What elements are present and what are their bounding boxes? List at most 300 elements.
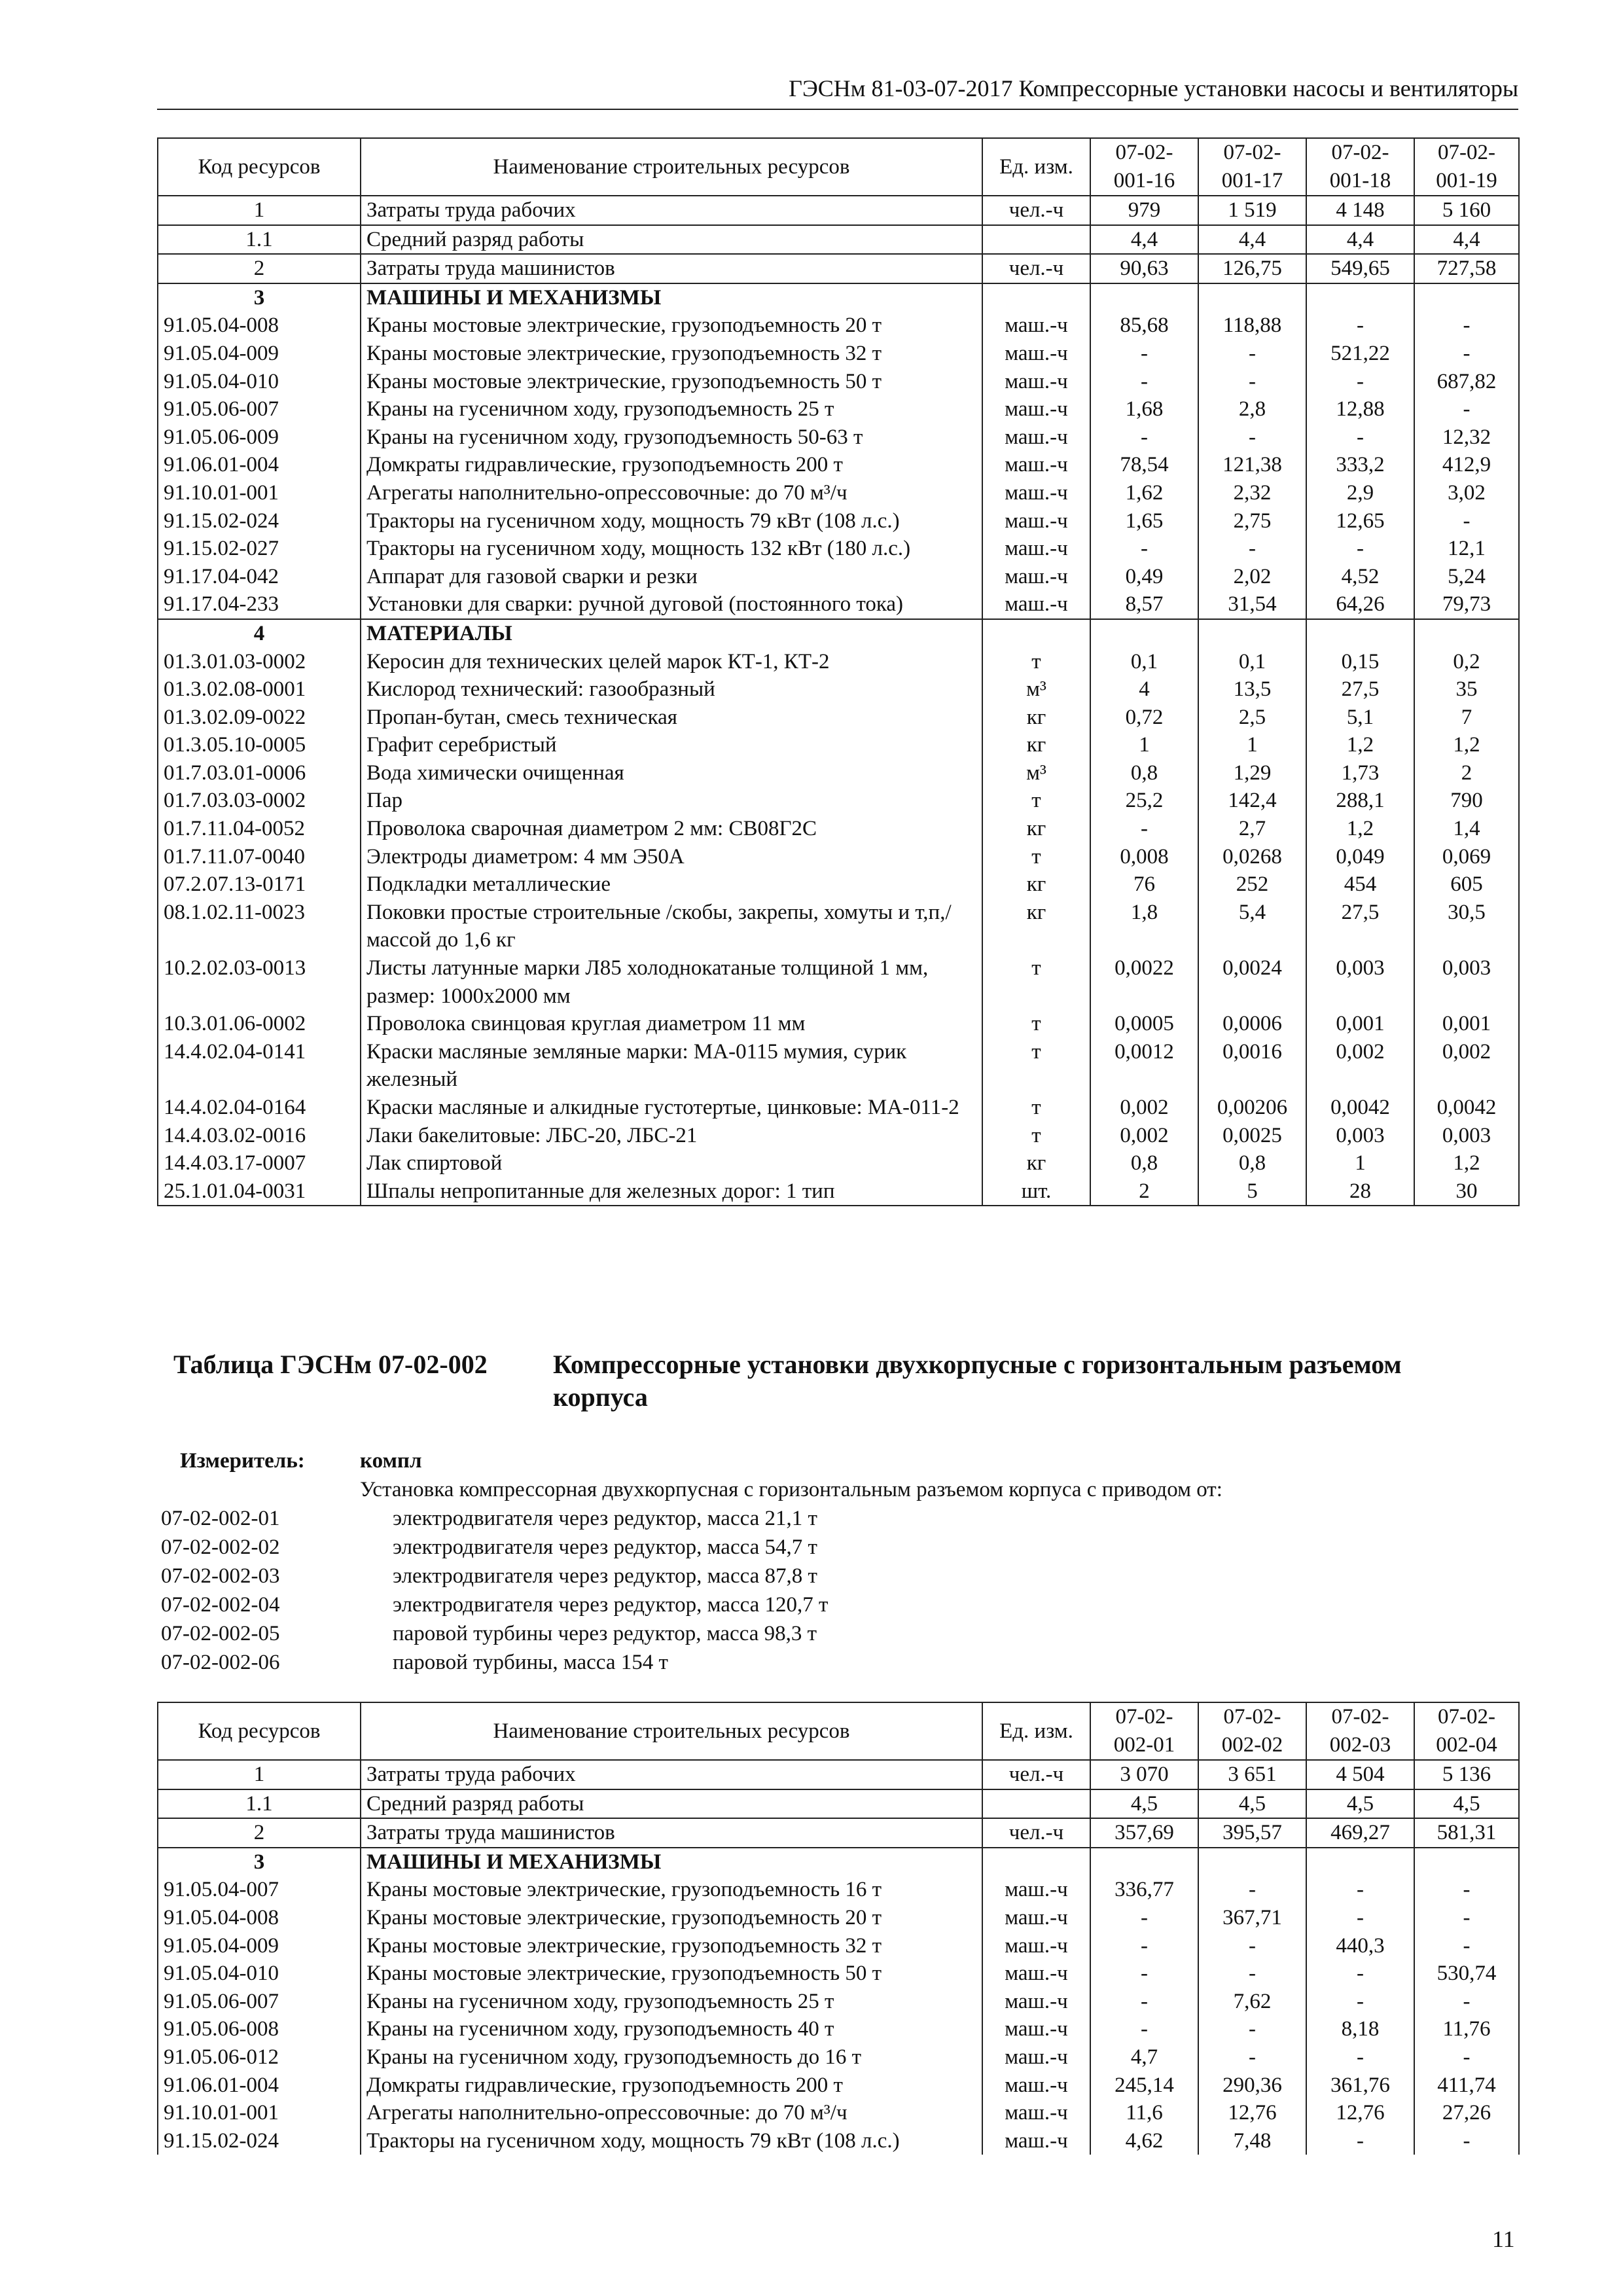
cell-unit: т [982, 1122, 1090, 1150]
cell-unit: маш.-ч [982, 451, 1090, 479]
cell-value-4: 5 136 [1414, 1760, 1519, 1789]
cell-value-1: 0,0022 [1090, 954, 1198, 1010]
cell-name: Краны на гусеничном ходу, грузоподъемность до 16 т [361, 2043, 982, 2072]
cell-value-4: 0,003 [1414, 1122, 1519, 1150]
table-header-row [158, 1702, 1519, 1760]
cell-name: Электроды диаметром: 4 мм Э50А [361, 843, 982, 871]
cell-unit [982, 283, 1090, 312]
cell-value-4: 1,2 [1414, 1149, 1519, 1177]
cell-value-1: 78,54 [1090, 451, 1198, 479]
table-row [158, 340, 1519, 368]
cell-value-3 [1306, 619, 1414, 648]
running-header-title: ГЭСНм 81-03-07-2017 Компрессорные установки насосы и вентиляторы [789, 75, 1518, 101]
table-row [158, 590, 1519, 619]
table-row [158, 2015, 1519, 2043]
cell-code: 07.2.07.13-0171 [158, 870, 361, 899]
cell-value-1: 0,1 [1090, 648, 1198, 676]
cell-code: 91.15.02-024 [158, 2127, 361, 2155]
cell-value-4: 0,2 [1414, 648, 1519, 676]
table-row [158, 1904, 1519, 1932]
cell-value-4: 4,5 [1414, 1789, 1519, 1819]
col-header-unit: Ед. изм. [982, 138, 1090, 196]
cell-value-4: 11,76 [1414, 2015, 1519, 2043]
cell-unit: кг [982, 870, 1090, 899]
cell-value-1: - [1090, 535, 1198, 563]
cell-name: Тракторы на гусеничном ходу, мощность 132 кВт (180 л.с.) [361, 535, 982, 563]
table-row [158, 731, 1519, 759]
meter-description: Установка компрессорная двухкорпусная с горизонтальным разъемом корпуса с приводом от: [360, 1478, 1222, 1501]
cell-value-1: - [1090, 340, 1198, 368]
table-row [158, 479, 1519, 507]
cell-value-4 [1414, 283, 1519, 312]
cell-value-3: 2,9 [1306, 479, 1414, 507]
table-row [158, 1760, 1519, 1789]
cell-code: 91.05.04-008 [158, 312, 361, 340]
cell-value-2: - [1198, 1876, 1306, 1904]
cell-unit [982, 225, 1090, 255]
cell-value-2: 2,8 [1198, 395, 1306, 423]
cell-value-2: 1 [1198, 731, 1306, 759]
cell-code: 91.05.04-009 [158, 1932, 361, 1960]
cell-code: 01.3.02.09-0022 [158, 704, 361, 732]
cell-value-4: 2 [1414, 759, 1519, 787]
cell-value-4: - [1414, 507, 1519, 535]
cell-value-2: 3 651 [1198, 1760, 1306, 1789]
cell-name: Тракторы на гусеничном ходу, мощность 79 кВт (108 л.с.) [361, 2127, 982, 2155]
cell-code: 3 [158, 283, 361, 312]
table-row [158, 225, 1519, 255]
cell-value-2: 5 [1198, 1177, 1306, 1206]
cell-value-3: 1 [1306, 1149, 1414, 1177]
table-row [158, 675, 1519, 704]
cell-code: 91.05.04-008 [158, 1904, 361, 1932]
cell-name: Домкраты гидравлические, грузоподъемность 200 т [361, 2072, 982, 2100]
cell-code: 1 [158, 196, 361, 225]
cell-unit: маш.-ч [982, 423, 1090, 452]
cell-value-3: 0,049 [1306, 843, 1414, 871]
cell-value-2: 2,75 [1198, 507, 1306, 535]
cell-code: 91.05.04-009 [158, 340, 361, 368]
cell-value-1: 4,4 [1090, 225, 1198, 255]
cell-value-3: 333,2 [1306, 451, 1414, 479]
table-name: Компрессорные установки двухкорпусные с горизонтальным разъемом корпуса [553, 1350, 1402, 1412]
cell-unit: маш.-ч [982, 340, 1090, 368]
cell-code: 10.3.01.06-0002 [158, 1010, 361, 1038]
cell-name: Краны на гусеничном ходу, грузоподъемность 50-63 т [361, 423, 982, 452]
cell-code: 91.06.01-004 [158, 2072, 361, 2100]
col-header-c3: 07-02-002-03 [1306, 1702, 1414, 1760]
cell-value-1: 4,7 [1090, 2043, 1198, 2072]
meter-item [157, 1619, 1466, 1648]
cell-value-3: 12,88 [1306, 395, 1414, 423]
table-row [158, 395, 1519, 423]
cell-value-2: 7,62 [1198, 1988, 1306, 2016]
cell-unit: маш.-ч [982, 2127, 1090, 2155]
cell-value-4: 3,02 [1414, 479, 1519, 507]
table-row [158, 451, 1519, 479]
cell-unit: кг [982, 899, 1090, 954]
cell-name: Затраты труда машинистов [361, 254, 982, 283]
cell-value-3: 0,002 [1306, 1038, 1414, 1094]
cell-value-1 [1090, 619, 1198, 648]
cell-name: Лак спиртовой [361, 1149, 982, 1177]
cell-value-4: 605 [1414, 870, 1519, 899]
cell-name: Краны мостовые электрические, грузоподъемность 32 т [361, 340, 982, 368]
cell-value-2: - [1198, 2015, 1306, 2043]
cell-value-4: 412,9 [1414, 451, 1519, 479]
cell-code: 91.17.04-233 [158, 590, 361, 619]
cell-code: 14.4.03.02-0016 [158, 1122, 361, 1150]
cell-value-1: 1,65 [1090, 507, 1198, 535]
cell-unit: маш.-ч [982, 590, 1090, 619]
cell-unit: чел.-ч [982, 1818, 1090, 1848]
cell-value-2: 0,0006 [1198, 1010, 1306, 1038]
table-row [158, 619, 1519, 648]
cell-name: Краны на гусеничном ходу, грузоподъемность 40 т [361, 2015, 982, 2043]
cell-value-2: 4,5 [1198, 1789, 1306, 1819]
table-row [158, 2072, 1519, 2100]
cell-value-1: 4,5 [1090, 1789, 1198, 1819]
cell-code: 91.05.06-007 [158, 1988, 361, 2016]
cell-value-3: 27,5 [1306, 899, 1414, 954]
cell-unit: маш.-ч [982, 1932, 1090, 1960]
cell-value-2: 12,76 [1198, 2099, 1306, 2127]
col-header-unit: Ед. изм. [982, 1702, 1090, 1760]
cell-unit: кг [982, 1149, 1090, 1177]
table-row [158, 254, 1519, 283]
cell-value-3: 469,27 [1306, 1818, 1414, 1848]
cell-value-4: 35 [1414, 675, 1519, 704]
cell-value-1: 0,0005 [1090, 1010, 1198, 1038]
meter-item [157, 1533, 1466, 1562]
meter-item-code: 07-02-002-01 [161, 1507, 280, 1530]
cell-value-1: 1,62 [1090, 479, 1198, 507]
cell-name: Затраты труда рабочих [361, 196, 982, 225]
cell-unit: маш.-ч [982, 2072, 1090, 2100]
cell-name: Проволока сварочная диаметром 2 мм: СВ08Г2С [361, 815, 982, 843]
cell-value-1: 0,8 [1090, 759, 1198, 787]
col-header-c4: 07-02-002-04 [1414, 1702, 1519, 1760]
cell-value-2: 2,7 [1198, 815, 1306, 843]
cell-value-2: 0,0024 [1198, 954, 1306, 1010]
cell-value-4: 12,32 [1414, 423, 1519, 452]
cell-value-2: - [1198, 535, 1306, 563]
cell-value-3: 0,0042 [1306, 1094, 1414, 1122]
table-row [158, 196, 1519, 225]
table-row [158, 899, 1519, 954]
cell-value-4: 5 160 [1414, 196, 1519, 225]
cell-unit: т [982, 1094, 1090, 1122]
table-row [158, 1038, 1519, 1094]
cell-value-4: 30 [1414, 1177, 1519, 1206]
col-header-name: Наименование строительных ресурсов [361, 138, 982, 196]
table-row [158, 870, 1519, 899]
cell-value-1: - [1090, 423, 1198, 452]
cell-value-4: - [1414, 1904, 1519, 1932]
cell-value-2: 0,0268 [1198, 843, 1306, 871]
meter-item-text: электродвигателя через редуктор, масса 87,8 т [393, 1564, 817, 1588]
cell-unit: маш.-ч [982, 2015, 1090, 2043]
cell-value-1: 0,8 [1090, 1149, 1198, 1177]
cell-value-1 [1090, 1848, 1198, 1876]
cell-name: Проволока свинцовая круглая диаметром 11 мм [361, 1010, 982, 1038]
cell-value-3: 0,001 [1306, 1010, 1414, 1038]
cell-value-2 [1198, 619, 1306, 648]
cell-value-1: 245,14 [1090, 2072, 1198, 2100]
cell-value-4: - [1414, 340, 1519, 368]
resources-table-07-02-001 [157, 137, 1520, 1206]
cell-code: 2 [158, 1818, 361, 1848]
table-row [158, 535, 1519, 563]
col-header-c1: 07-02-001-16 [1090, 138, 1198, 196]
cell-code: 2 [158, 254, 361, 283]
cell-value-1: 1,8 [1090, 899, 1198, 954]
cell-name: Вода химически очищенная [361, 759, 982, 787]
cell-value-3: 454 [1306, 870, 1414, 899]
cell-value-2: 13,5 [1198, 675, 1306, 704]
table-row [158, 2127, 1519, 2155]
cell-value-4: 687,82 [1414, 368, 1519, 396]
cell-value-1: - [1090, 1904, 1198, 1932]
table-row [158, 648, 1519, 676]
table-row [158, 787, 1519, 815]
cell-code: 01.7.11.07-0040 [158, 843, 361, 871]
table-row [158, 312, 1519, 340]
cell-name: МАШИНЫ И МЕХАНИЗМЫ [361, 1848, 982, 1876]
meter-label: Измеритель: [180, 1449, 305, 1473]
cell-name: МАШИНЫ И МЕХАНИЗМЫ [361, 283, 982, 312]
cell-code: 91.10.01-001 [158, 479, 361, 507]
cell-unit: шт. [982, 1177, 1090, 1206]
table-row [158, 1010, 1519, 1038]
cell-unit: м³ [982, 759, 1090, 787]
cell-code: 91.05.04-010 [158, 368, 361, 396]
cell-value-3: - [1306, 535, 1414, 563]
cell-name: Краски масляные и алкидные густотертые, цинковые: МА-011-2 [361, 1094, 982, 1122]
meter-item-code: 07-02-002-02 [161, 1535, 280, 1559]
cell-value-3: 27,5 [1306, 675, 1414, 704]
cell-value-4 [1414, 1848, 1519, 1876]
cell-value-4: - [1414, 1932, 1519, 1960]
cell-unit: маш.-ч [982, 535, 1090, 563]
cell-value-3: 549,65 [1306, 254, 1414, 283]
table-row [158, 1932, 1519, 1960]
cell-value-2: 5,4 [1198, 899, 1306, 954]
table-row [158, 283, 1519, 312]
table-row [158, 843, 1519, 871]
cell-value-1: 11,6 [1090, 2099, 1198, 2127]
table-header-row [158, 138, 1519, 196]
cell-value-3: 1,2 [1306, 815, 1414, 843]
cell-unit [982, 1789, 1090, 1819]
cell-value-4: 0,001 [1414, 1010, 1519, 1038]
meter-item-text: электродвигателя через редуктор, масса 21,1 т [393, 1507, 817, 1530]
cell-value-2 [1198, 283, 1306, 312]
cell-value-3: 0,003 [1306, 1122, 1414, 1150]
cell-code: 01.7.11.04-0052 [158, 815, 361, 843]
table-row [158, 759, 1519, 787]
meter-item-code: 07-02-002-03 [161, 1564, 280, 1588]
cell-name: Поковки простые строительные /скобы, закрепы, хомуты и т,п,/ массой до 1,6 кг [361, 899, 982, 954]
cell-value-1: - [1090, 2015, 1198, 2043]
cell-value-2: 121,38 [1198, 451, 1306, 479]
cell-value-3: 1,73 [1306, 759, 1414, 787]
cell-unit: маш.-ч [982, 1988, 1090, 2016]
cell-value-1: - [1090, 815, 1198, 843]
col-header-name: Наименование строительных ресурсов [361, 1702, 982, 1760]
cell-value-1: 0,0012 [1090, 1038, 1198, 1094]
cell-value-2: 1 519 [1198, 196, 1306, 225]
col-header-c2: 07-02-001-17 [1198, 138, 1306, 196]
meter-item-code: 07-02-002-04 [161, 1593, 280, 1617]
cell-code: 10.2.02.03-0013 [158, 954, 361, 1010]
meter-unit: компл [360, 1449, 422, 1473]
cell-value-3 [1306, 283, 1414, 312]
cell-value-3: - [1306, 312, 1414, 340]
cell-value-4: 727,58 [1414, 254, 1519, 283]
running-header [157, 72, 1518, 110]
cell-value-2: 0,8 [1198, 1149, 1306, 1177]
cell-name: Керосин для технических целей марок КТ-1, КТ-2 [361, 648, 982, 676]
cell-value-4: 27,26 [1414, 2099, 1519, 2127]
cell-code: 91.15.02-024 [158, 507, 361, 535]
table-row [158, 2099, 1519, 2127]
col-header-c1: 07-02-002-01 [1090, 1702, 1198, 1760]
resources-table-07-02-002 [157, 1702, 1520, 2155]
cell-code: 91.15.02-027 [158, 535, 361, 563]
cell-value-2: 1,29 [1198, 759, 1306, 787]
cell-value-2: 2,5 [1198, 704, 1306, 732]
table-number: Таблица ГЭСНм 07-02-002 [173, 1350, 488, 1379]
cell-name: Тракторы на гусеничном ходу, мощность 79 кВт (108 л.с.) [361, 507, 982, 535]
cell-value-4 [1414, 619, 1519, 648]
cell-code: 91.10.01-001 [158, 2099, 361, 2127]
cell-value-3: 440,3 [1306, 1932, 1414, 1960]
cell-value-1: 2 [1090, 1177, 1198, 1206]
cell-value-3: 361,76 [1306, 2072, 1414, 2100]
cell-value-2: 118,88 [1198, 312, 1306, 340]
cell-unit: маш.-ч [982, 563, 1090, 591]
cell-value-2: 4,4 [1198, 225, 1306, 255]
cell-value-3: 4,4 [1306, 225, 1414, 255]
cell-code: 14.4.03.17-0007 [158, 1149, 361, 1177]
cell-unit: маш.-ч [982, 2099, 1090, 2127]
cell-name: МАТЕРИАЛЫ [361, 619, 982, 648]
table-row [158, 1988, 1519, 2016]
cell-value-1: 1 [1090, 731, 1198, 759]
cell-value-4: 4,4 [1414, 225, 1519, 255]
cell-value-2: 2,02 [1198, 563, 1306, 591]
cell-value-4: - [1414, 1876, 1519, 1904]
cell-name: Краны мостовые электрические, грузоподъемность 32 т [361, 1932, 982, 1960]
cell-value-4: 530,74 [1414, 1960, 1519, 1988]
table-body [158, 1760, 1519, 2155]
table-row [158, 704, 1519, 732]
cell-unit: маш.-ч [982, 1904, 1090, 1932]
cell-code: 91.05.06-012 [158, 2043, 361, 2072]
cell-value-4: 1,2 [1414, 731, 1519, 759]
table-row [158, 1960, 1519, 1988]
cell-name: Шпалы непропитанные для железных дорог: 1 тип [361, 1177, 982, 1206]
cell-unit: маш.-ч [982, 1876, 1090, 1904]
cell-value-1: 1,68 [1090, 395, 1198, 423]
cell-value-1: 0,72 [1090, 704, 1198, 732]
cell-value-2: - [1198, 1960, 1306, 1988]
cell-value-2: 290,36 [1198, 2072, 1306, 2100]
cell-unit [982, 619, 1090, 648]
cell-name: Установки для сварки: ручной дуговой (постоянного тока) [361, 590, 982, 619]
cell-value-3: 4,52 [1306, 563, 1414, 591]
cell-unit: т [982, 843, 1090, 871]
cell-value-1: - [1090, 1988, 1198, 2016]
page-number: 11 [1492, 2226, 1515, 2252]
cell-unit: т [982, 1038, 1090, 1094]
cell-name: Затраты труда рабочих [361, 1760, 982, 1789]
cell-value-4: 1,4 [1414, 815, 1519, 843]
cell-value-3: 8,18 [1306, 2015, 1414, 2043]
cell-value-3: - [1306, 368, 1414, 396]
cell-code: 91.05.06-008 [158, 2015, 361, 2043]
cell-value-4: 7 [1414, 704, 1519, 732]
cell-value-2: 126,75 [1198, 254, 1306, 283]
cell-value-2: - [1198, 2043, 1306, 2072]
cell-unit: чел.-ч [982, 1760, 1090, 1789]
cell-code: 91.05.04-007 [158, 1876, 361, 1904]
cell-value-4: 581,31 [1414, 1818, 1519, 1848]
meter-item [157, 1562, 1466, 1590]
table-row [158, 815, 1519, 843]
cell-value-3: - [1306, 1904, 1414, 1932]
cell-value-2: 367,71 [1198, 1904, 1306, 1932]
table-row [158, 1848, 1519, 1876]
cell-unit: маш.-ч [982, 507, 1090, 535]
cell-name: Лаки бакелитовые: ЛБС-20, ЛБС-21 [361, 1122, 982, 1150]
cell-value-4: 30,5 [1414, 899, 1519, 954]
cell-code: 01.3.01.03-0002 [158, 648, 361, 676]
cell-value-1: - [1090, 1932, 1198, 1960]
table-row [158, 1789, 1519, 1819]
cell-unit: кг [982, 731, 1090, 759]
cell-unit: маш.-ч [982, 1960, 1090, 1988]
cell-value-3: 64,26 [1306, 590, 1414, 619]
table-row [158, 1876, 1519, 1904]
cell-value-1: - [1090, 1960, 1198, 1988]
cell-value-2: - [1198, 368, 1306, 396]
cell-code: 3 [158, 1848, 361, 1876]
cell-code: 91.05.06-007 [158, 395, 361, 423]
cell-unit [982, 1848, 1090, 1876]
cell-name: Краны на гусеничном ходу, грузоподъемность 25 т [361, 1988, 982, 2016]
col-header-code: Код ресурсов [158, 138, 361, 196]
table-row [158, 1094, 1519, 1122]
cell-value-3: 12,76 [1306, 2099, 1414, 2127]
cell-code: 14.4.02.04-0164 [158, 1094, 361, 1122]
meter-item-text: электродвигателя через редуктор, масса 54,7 т [393, 1535, 817, 1559]
cell-value-3: - [1306, 1876, 1414, 1904]
cell-value-1: 0,002 [1090, 1122, 1198, 1150]
cell-value-3: 4 148 [1306, 196, 1414, 225]
cell-unit: т [982, 1010, 1090, 1038]
cell-value-1: 0,008 [1090, 843, 1198, 871]
cell-name: Краны мостовые электрические, грузоподъемность 20 т [361, 1904, 982, 1932]
cell-code: 1 [158, 1760, 361, 1789]
table-row [158, 1122, 1519, 1150]
cell-value-2: 0,00206 [1198, 1094, 1306, 1122]
cell-value-1: 4 [1090, 675, 1198, 704]
cell-value-2: 0,0025 [1198, 1122, 1306, 1150]
cell-value-2: - [1198, 423, 1306, 452]
cell-unit: маш.-ч [982, 2043, 1090, 2072]
